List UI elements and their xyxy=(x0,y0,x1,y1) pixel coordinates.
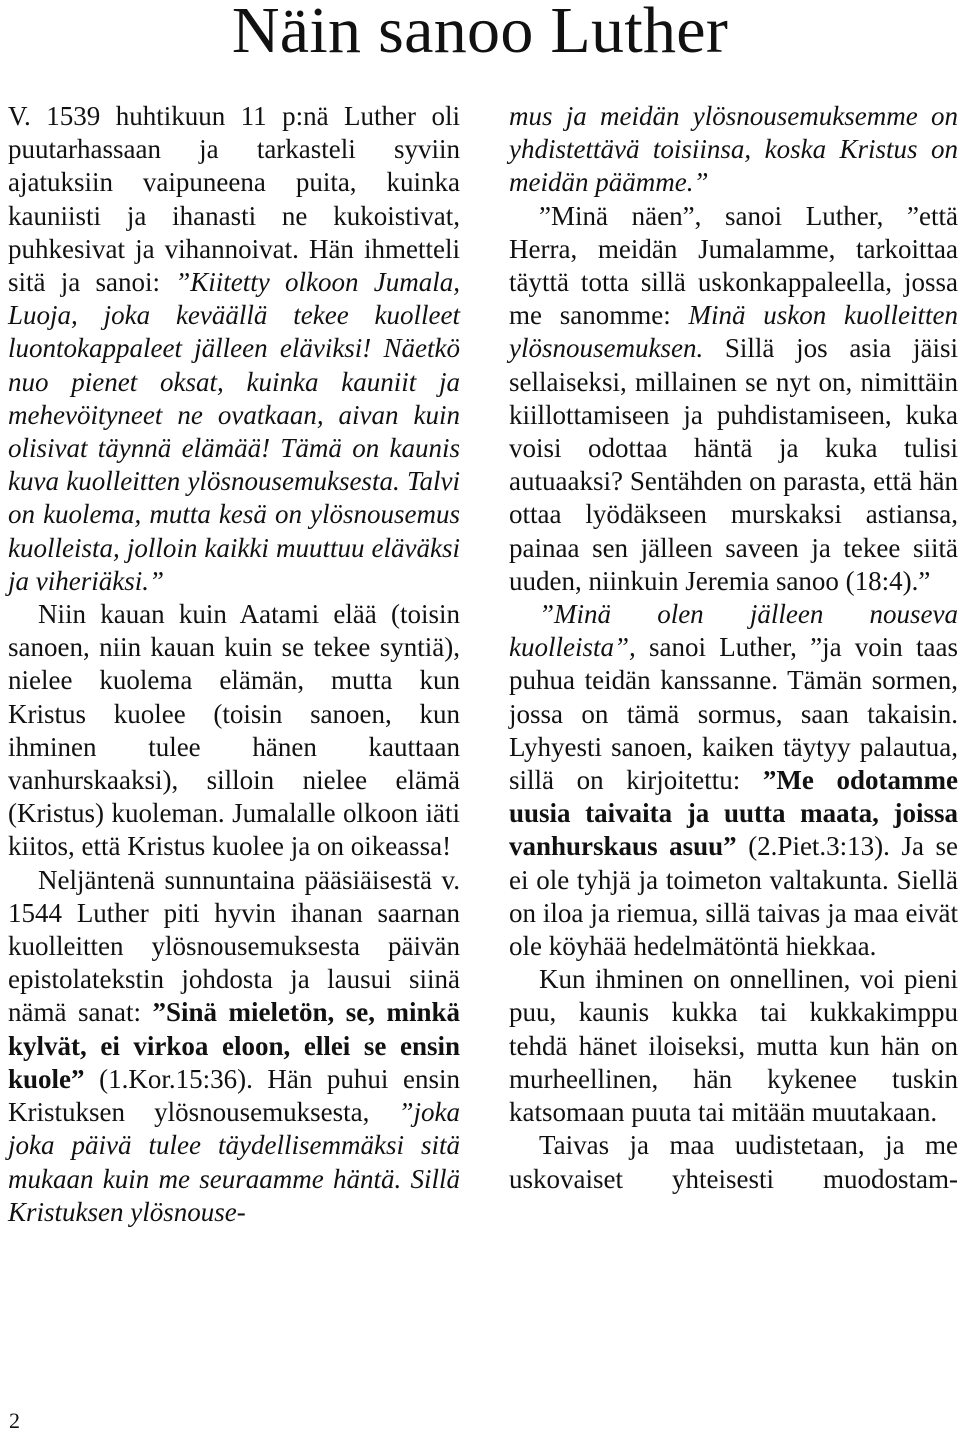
paragraph-8: Taivas ja maa uudistetaan, ja me uskovaiset yhteisesti muodostam- xyxy=(509,1130,958,1194)
paragraph-5-rest: Sillä jos asia jäisi sellaiseksi, millainen se nyt on, nimittäin kiillottamiseen ja puhdistamiseen, kuka voisi odottaa häntä ja kuka tulisi autuaaksi? Sentähden on parasta, että hän ottaa lyödäkseen murskaksi astiansa, painaa sen jälleen saveen ja tekee siitä uuden, niinkuin Jeremia sanoo (18:4).” xyxy=(509,333,958,596)
page-title: Näin sanoo Luther xyxy=(231,0,729,67)
left-column xyxy=(8,100,460,1229)
paragraph-4-quote: mus ja meidän ylösnousemuksemme on yhdistettävä toisiinsa, koska Kristus on meidän päämme.” xyxy=(509,101,958,198)
paragraph-1-quote: ”Kiitetty olkoon Jumala, Luoja, joka keväällä tekee kuolleet luontokappaleet jälleen eläviksi! Näetkö nuo pienet oksat, kuinka kauniit ja mehevöityneet ne ovatkaan, aivan kuin olisivat täynnä elämää! Tämä on kaunis kuva kuolleitten ylösnousemuksesta. Talvi on kuolema, mutta kesä on ylösnousemus kuolleista, jolloin kaikki muuttuu eläväksi ja viheriäksi.” xyxy=(8,267,460,596)
page-number: 2 xyxy=(9,1408,20,1433)
paragraph-1 xyxy=(8,100,460,598)
paragraph-3-ref: (1.Kor.15:36). Hän puhui ensin Kristuksen ylösnousemuksesta, xyxy=(8,1063,460,1128)
paragraph-5-text: ”Minä näen”, sanoi Luther, ”että Herra, meidän Jumalamme, tarkoittaa täyttä totta sillä uskonkappaleella, jossa me sanomme: xyxy=(509,200,958,331)
paragraph-6-bold-quote: ”Me odotamme uusia taivaita ja uutta maata, joissa vanhurskaus asuu” xyxy=(509,765,958,862)
right-column xyxy=(509,100,958,1196)
paragraph-3-bold-quote: ”Sinä mieletön, se, minkä kylvät, ei virkoa eloon, ellei se ensin kuole” xyxy=(8,997,460,1094)
paragraph-2: Niin kauan kuin Aatami elää (toisin sanoen, niin kauan kuin se tekee syntiä), nielee kuolema elämän, mutta kun Kristus kuolee (toisin sanoen, kun ihminen tulee hänen kauttaan vanhurskaaksi), silloin nielee elämä (Kristus) kuoleman. Jumalalle olkoon iäti kiitos, että Kristus kuolee ja on oikeassa! xyxy=(8,599,460,862)
paragraph-5-italic: Minä uskon kuolleitten ylösnousemuksen. xyxy=(509,300,958,364)
paragraph-1-text: V. 1539 huhtikuun 11 p:nä Luther oli puutarhassaan ja tarkasteli syviin ajatuksiin vaipuneena puita, kuinka kauniisti ja ihanasti ne kukoistivat, puhkesivat ja vihannoivat. Hän ihmetteli sitä ja sanoi: xyxy=(8,101,460,298)
paragraph-3-quote: ”joka joka päivä tulee täydellisemmäksi sitä mukaan kuin me seuraamme häntä. Sillä Kristuksen ylösnouse- xyxy=(8,1097,460,1227)
paragraph-5 xyxy=(509,200,958,598)
paragraph-7: Kun ihminen on onnellinen, voi pieni puu, kaunis kukka tai kukkakimppu tehdä hänet iloiseksi, mutta kun hän on murheellinen, hän kykenee tuskin katsomaan puuta tai mitään muutakaan. xyxy=(509,964,958,1128)
paragraph-3 xyxy=(8,864,460,1229)
paragraph-3-text: Neljäntenä sunnuntaina pääsiäisestä v. 1544 Luther piti hyvin ihanan saarnan kuolleitten ylösnousemuksesta päivän epistolatekstin johdosta ja lausui siinä nämä sanat: xyxy=(8,864,460,1028)
paragraph-6-rest: (2.Piet.3:13). Ja se ei ole tyhjä ja toimeton valtakunta. Siellä on iloa ja riemua, sillä taivas ja maa eivät ole köyhää hedelmätöntä hiekkaa. xyxy=(509,831,958,962)
paragraph-6 xyxy=(509,598,958,963)
paragraph-6-text: sanoi Luther, ”ja voin taas puhua teidän kanssanne. Tämän sormen, jossa on tämä sormus, saan takaisin. Lyhyesti sanoen, kaiken täytyy palautua, sillä on kirjoitettu: xyxy=(509,632,958,796)
paragraph-4 xyxy=(509,100,958,200)
paragraph-6-italic: ”Minä olen jälleen nouseva kuolleista”, xyxy=(509,599,958,663)
